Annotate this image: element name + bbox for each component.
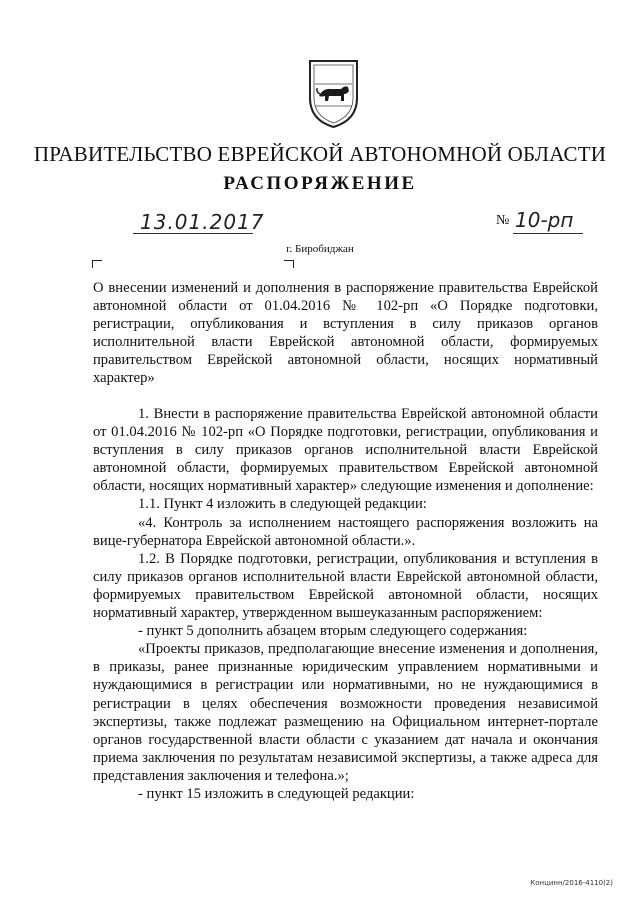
paragraph-item-15: - пункт 15 изложить в следующей редакции: (138, 785, 415, 802)
coat-of-arms-emblem (307, 58, 360, 130)
footer-code: Концинн/2016-4110(2) (530, 879, 613, 887)
paragraph-1-2: 1.2. В Порядке подготовки, регистрации, опубликования и вступления в силу приказов органов исполнительной власти Еврейской автономной области, формируемых правительством Еврейской автономной области, носящих нормативный характер, утвержденном вышеуказанным распоряжением: (93, 550, 598, 622)
government-title: ПРАВИТЕЛЬСТВО ЕВРЕЙСКОЙ АВТОНОМНОЙ ОБЛАСТИ (33, 142, 607, 166)
date-underline (133, 233, 253, 234)
paragraph-quote-4: «4. Контроль за исполнением настоящего распоряжения возложить на вице-губернатора Еврейской автономной области.». (93, 514, 598, 549)
paragraph-item-5: - пункт 5 дополнить абзацем вторым следующего содержания: (138, 623, 528, 640)
document-number: 10-рп (515, 208, 574, 232)
number-underline (513, 233, 583, 234)
document-body (93, 405, 598, 803)
document-type-heading: РАСПОРЯЖЕНИЕ (223, 173, 417, 194)
city-name: г. Биробиджан (286, 243, 354, 255)
paragraph-1: 1. Внести в распоряжение правительства Еврейской автономной области от 01.04.2016 № 102-рп «О Порядке подготовки, регистрации, опубликования и вступления в силу приказов органов исполнительной власти Еврейской автономной области, формируемых правительством Еврейской автономной области, носящих нормативный характер» следующие изменения и дополнение: (93, 406, 598, 495)
number-label: № (496, 213, 510, 228)
paragraph-1-1: 1.1. Пункт 4 изложить в следующей редакции: (138, 496, 427, 513)
paragraph-quote-projects: «Проекты приказов, предполагающие внесение изменения и дополнения, в приказы, ранее признанные юридическим управлением нормативными и нуждающимися в регистрации или нормативными, но не нуждающимися в регистрации в целях обеспечения возможности проведения независимой экспертизы, также подлежат размещению на Официальном интернет-портале органов государственной власти области с указанием дат начала и окончания приема заключения по результатам независимой экспертизы, а также адреса для представления заключения и телефона.»; (93, 641, 598, 784)
document-subject: О внесении изменений и дополнения в распоряжение правительства Еврейской автономной области от 01.04.2016 № 102-рп «О Порядке подготовки, регистрации, опубликования и вступления в силу приказов органов исполнительной власти Еврейской автономной области, формируемых правительством Еврейской автономной области, носящих нормативный характер» (93, 280, 598, 387)
document-date: 13.01.2017 (140, 210, 265, 234)
subject-corner-right (284, 260, 294, 268)
subject-corner-left (92, 260, 102, 268)
